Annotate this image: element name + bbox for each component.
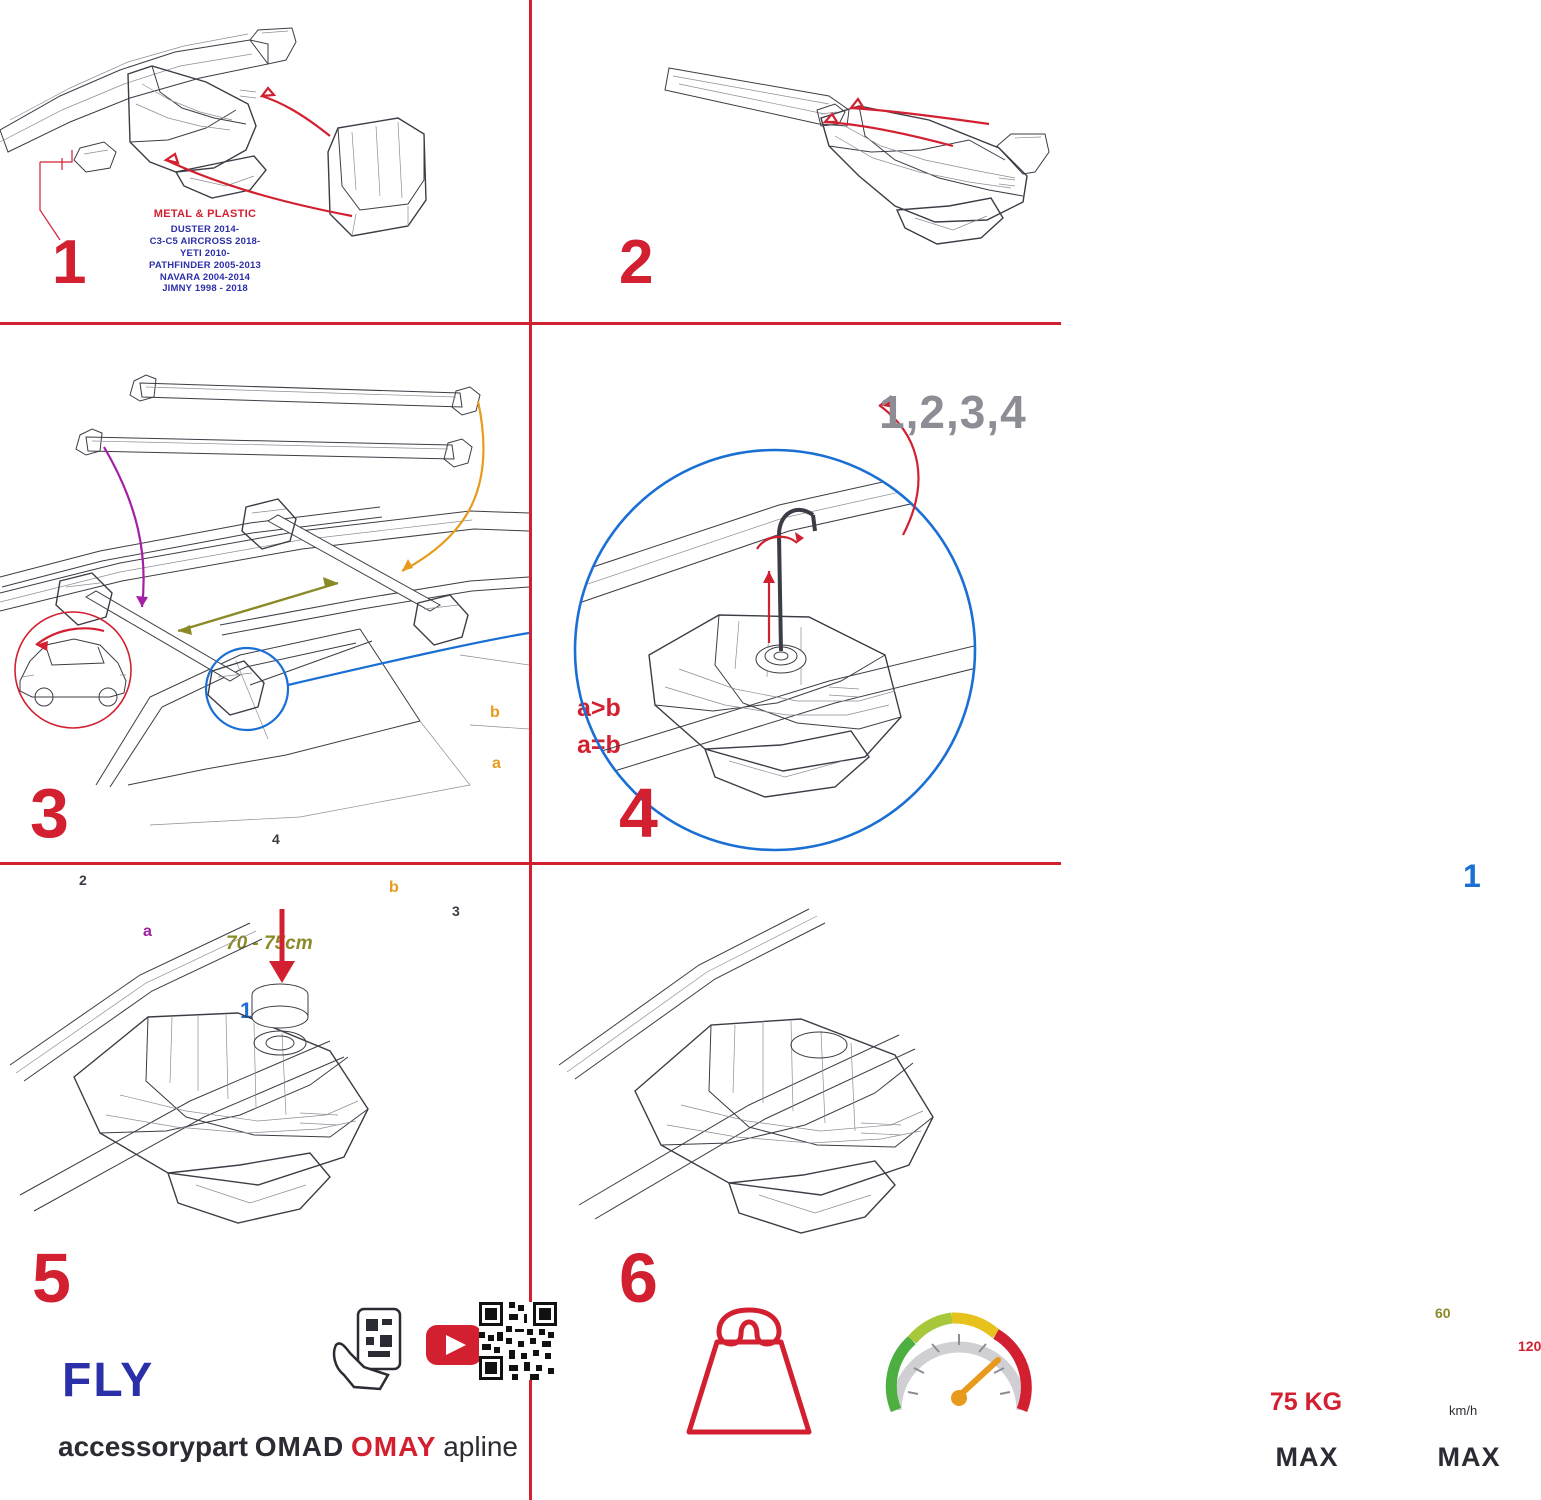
vehicle-item: DUSTER 2014- bbox=[170, 224, 240, 235]
speed-max-label: MAX bbox=[1437, 1442, 1501, 1472]
step-5-illustration bbox=[0, 865, 529, 1265]
weight-limit-icon bbox=[669, 1308, 829, 1438]
gauge-min-label: 60 bbox=[1435, 1305, 1451, 1321]
vehicle-item: YETI 2010- bbox=[179, 247, 231, 259]
bar-mark-3: 3 bbox=[452, 903, 460, 919]
step-number-2: 2 bbox=[619, 228, 654, 297]
brand-logos-row bbox=[58, 1431, 518, 1463]
label-a-top: a bbox=[492, 755, 501, 772]
speed-unit-label: km/h bbox=[1449, 1403, 1478, 1418]
compare-text-2: a=b bbox=[577, 731, 621, 759]
callout-1-step4: 1 bbox=[1463, 858, 1481, 894]
bar-mark-4: 4 bbox=[272, 831, 280, 847]
step-number-5: 5 bbox=[32, 1239, 71, 1317]
seq-text: 1,2,3,4 bbox=[879, 386, 1027, 438]
logo-accessorypart bbox=[58, 1431, 248, 1463]
qr-scan-icon bbox=[334, 1309, 400, 1389]
step-3-panel bbox=[0, 325, 621, 1023]
step-number-6: 6 bbox=[619, 1239, 658, 1317]
label-b-bottom: b bbox=[389, 879, 399, 896]
logo-apline-text: apline bbox=[443, 1431, 518, 1462]
bar-mark-2: 2 bbox=[79, 872, 87, 888]
callout-1-step3: 1 bbox=[240, 998, 253, 1023]
step-5-panel bbox=[0, 865, 529, 1500]
vehicle-item: NAVARA 2004-2014 bbox=[159, 271, 251, 283]
step-4-panel bbox=[529, 325, 1481, 894]
gauge-max-label: 120 bbox=[1518, 1338, 1541, 1354]
step-6-panel bbox=[529, 865, 1541, 1500]
step-6-illustration bbox=[529, 865, 1061, 1265]
vehicle-item: PATHFINDER 2005-2013 bbox=[149, 259, 261, 271]
step-number-4: 4 bbox=[619, 774, 658, 852]
weight-value: 75 KG bbox=[1269, 1388, 1343, 1416]
step-1-panel bbox=[0, 0, 529, 322]
youtube-icon bbox=[426, 1325, 482, 1365]
label-b-top: b bbox=[490, 704, 500, 721]
sequence-label bbox=[879, 385, 1027, 439]
vehicle-list bbox=[95, 224, 315, 295]
label-a-bottom: a bbox=[143, 923, 152, 940]
step-2-illustration bbox=[529, 0, 1061, 322]
vehicle-item: C3-C5 AIRCROSS 2018- bbox=[149, 235, 261, 247]
logo-omad bbox=[255, 1431, 345, 1463]
brand-fly: FLY bbox=[62, 1354, 155, 1407]
logo-omay-text: OMAY bbox=[351, 1431, 437, 1462]
logo-apline bbox=[443, 1431, 518, 1463]
logo-omay bbox=[351, 1431, 436, 1463]
distance-label: 70 - 75cm bbox=[226, 933, 313, 954]
step-number-3: 3 bbox=[30, 774, 69, 852]
metal-plastic-caption: METAL & PLASTIC bbox=[153, 208, 257, 220]
weight-max-label: MAX bbox=[1275, 1442, 1339, 1472]
vehicle-item: JIMNY 1998 - 2018 bbox=[162, 283, 248, 295]
compare-text-1: a>b bbox=[577, 694, 621, 722]
step-number-1: 1 bbox=[52, 228, 87, 297]
step-2-panel bbox=[529, 0, 1061, 322]
step-3-illustration bbox=[0, 325, 529, 862]
logo-accessorypart-text: accessorypart bbox=[58, 1431, 248, 1462]
logo-omad-text: OMAD bbox=[254, 1431, 345, 1462]
speed-limit-icon bbox=[874, 1300, 1044, 1440]
